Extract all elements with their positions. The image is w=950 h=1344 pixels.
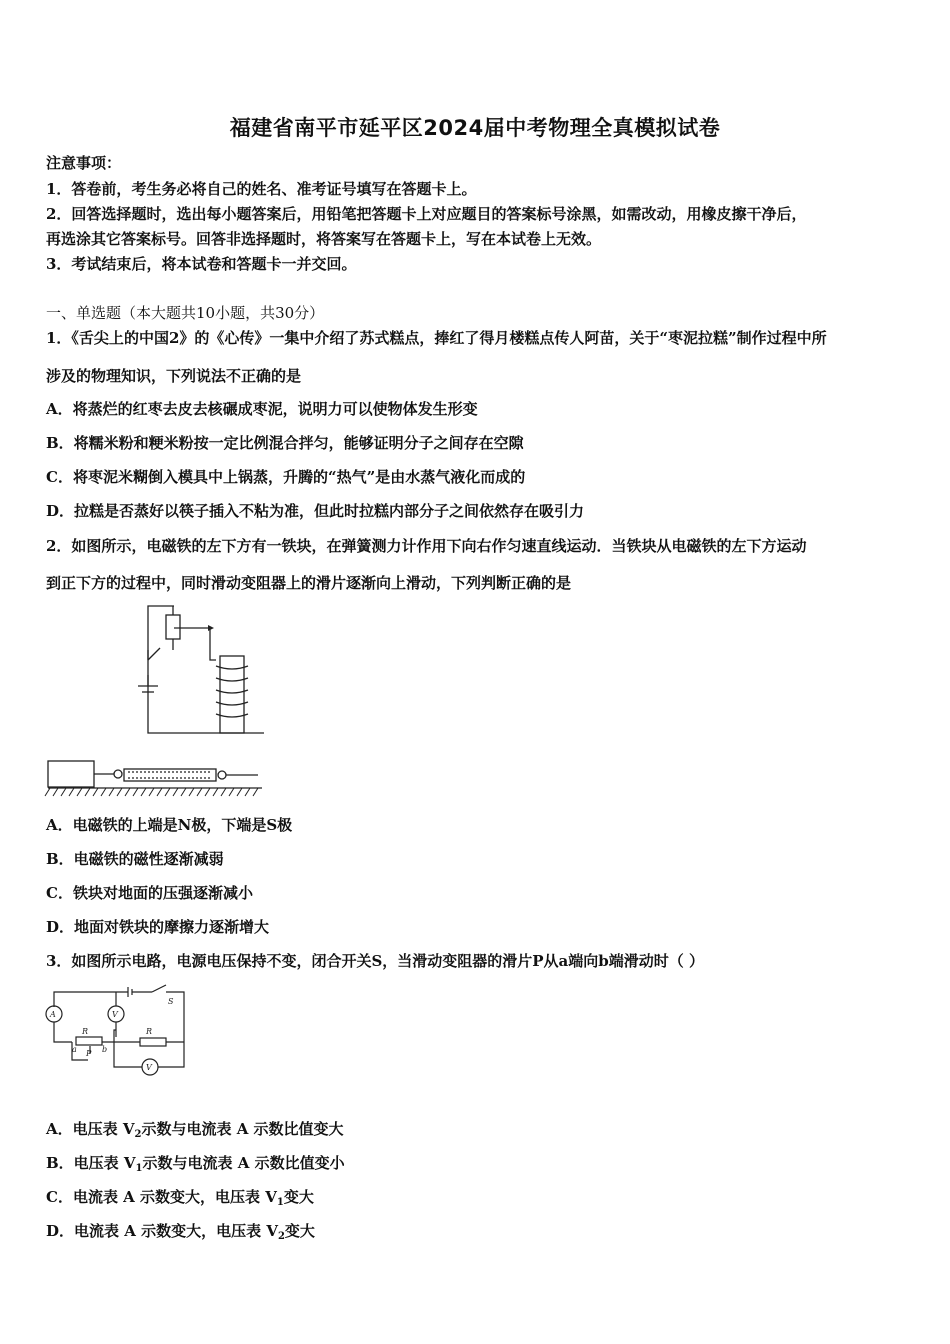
q1-option-a: A．将蒸烂的红枣去皮去核碾成枣泥，说明力可以使物体发生形变 [46,400,478,418]
notice-item: 3．考试结束后，将本试卷和答题卡一并交回。 [46,255,357,273]
q3-option-b-text-end: 示数与电流表 A 示数比值变小 [142,1154,345,1172]
terminal-b-label: b [102,1045,108,1054]
q3-option-c-text: C．电流表 A 示数变大，电压表 V [46,1188,277,1206]
terminal-a-label: a [72,1045,77,1054]
q2-option-b: B．电磁铁的磁性逐渐减弱 [46,850,224,868]
notice-heading: 注意事项： [46,154,122,172]
q2-electromagnet-figure [44,598,266,800]
r1-label: R [82,1027,89,1036]
q3-option-a-text: A．电压表 V [46,1120,135,1138]
ammeter-label: A [50,1010,56,1019]
q3-option-a-subscript: 2 [134,1129,142,1140]
q3-option-d-text-end: 变大 [284,1222,315,1240]
notice-item: 2．回答选择题时，选出每小题答案后，用铅笔把答题卡上对应题目的答案标号涂黑，如需改动，用橡皮擦干净后， [46,205,807,223]
q3-option-b-text: B．电压表 V [46,1154,136,1172]
q3-option-d-text: D．电流表 A 示数变大，电压表 V [46,1222,278,1240]
q2-option-c: C．铁块对地面的压强逐渐减小 [46,884,253,902]
q3-option-b [46,1152,345,1174]
q3-option-a-text-end: 示数与电流表 A 示数比值变大 [141,1120,344,1138]
q3-option-d-subscript: 2 [277,1231,285,1242]
notice-item: 再选涂其它答案标号。回答非选择题时，将答案写在答题卡上，写在本试卷上无效。 [46,230,602,248]
voltmeter-2-label: V [146,1063,152,1072]
notice-item: 1．答卷前，考生务必将自己的姓名、准考证号填写在答题卡上。 [46,180,477,198]
slider-p-label: P [86,1049,92,1058]
q3-option-a [46,1118,344,1140]
q1-option-c: C．将枣泥米糊倒入模具中上锅蒸，升腾的“热气”是由水蒸气液化而成的 [46,468,526,486]
q2-option-d: D．地面对铁块的摩擦力逐渐增大 [46,918,270,936]
q3-option-c-subscript: 1 [276,1197,284,1208]
question-1-stem: 1．《舌尖上的中国2》的《心传》一集中介绍了苏式糕点，捧红了得月楼糕点传人阿苗，关于“枣泥拉糕”制作过程中所 [46,329,827,347]
voltmeter-1-label: V [112,1010,118,1019]
q3-option-c [46,1186,314,1208]
q3-option-c-text-end: 变大 [283,1188,314,1206]
r2-label: R [146,1027,153,1036]
question-1-stem-cont: 涉及的物理知识，下列说法不正确的是 [46,367,302,385]
q3-option-b-subscript: 1 [135,1163,143,1174]
q1-option-b: B．将糯米粉和粳米粉按一定比例混合拌匀，能够证明分子之间存在空隙 [46,434,524,452]
q2-option-a: A．电磁铁的上端是N极，下端是S极 [46,816,293,834]
page-title: 福建省南平市延平区2024届中考物理全真模拟试卷 [229,116,721,140]
q3-option-d [46,1220,315,1242]
q1-option-d: D．拉糕是否蒸好以筷子插入不粘为准，但此时拉糕内部分子之间依然存在吸引力 [46,502,585,520]
question-2-stem: 2．如图所示，电磁铁的左下方有一铁块，在弹簧测力计作用下向右作匀速直线运动．当铁块从电磁铁的左下方运动 [46,537,807,555]
section-heading: 一、单选题（本大题共10小题，共30分） [46,304,325,322]
question-3-stem: 3．如图所示电路，电源电压保持不变，闭合开关S，当滑动变阻器的滑片P从a端向b端滑动时（ ） [46,952,704,970]
question-2-stem-cont: 到正下方的过程中，同时滑动变阻器上的滑片逐渐向上滑动，下列判断正确的是 [46,574,572,592]
q3-circuit-figure [44,982,194,1082]
switch-label: S [168,997,174,1006]
